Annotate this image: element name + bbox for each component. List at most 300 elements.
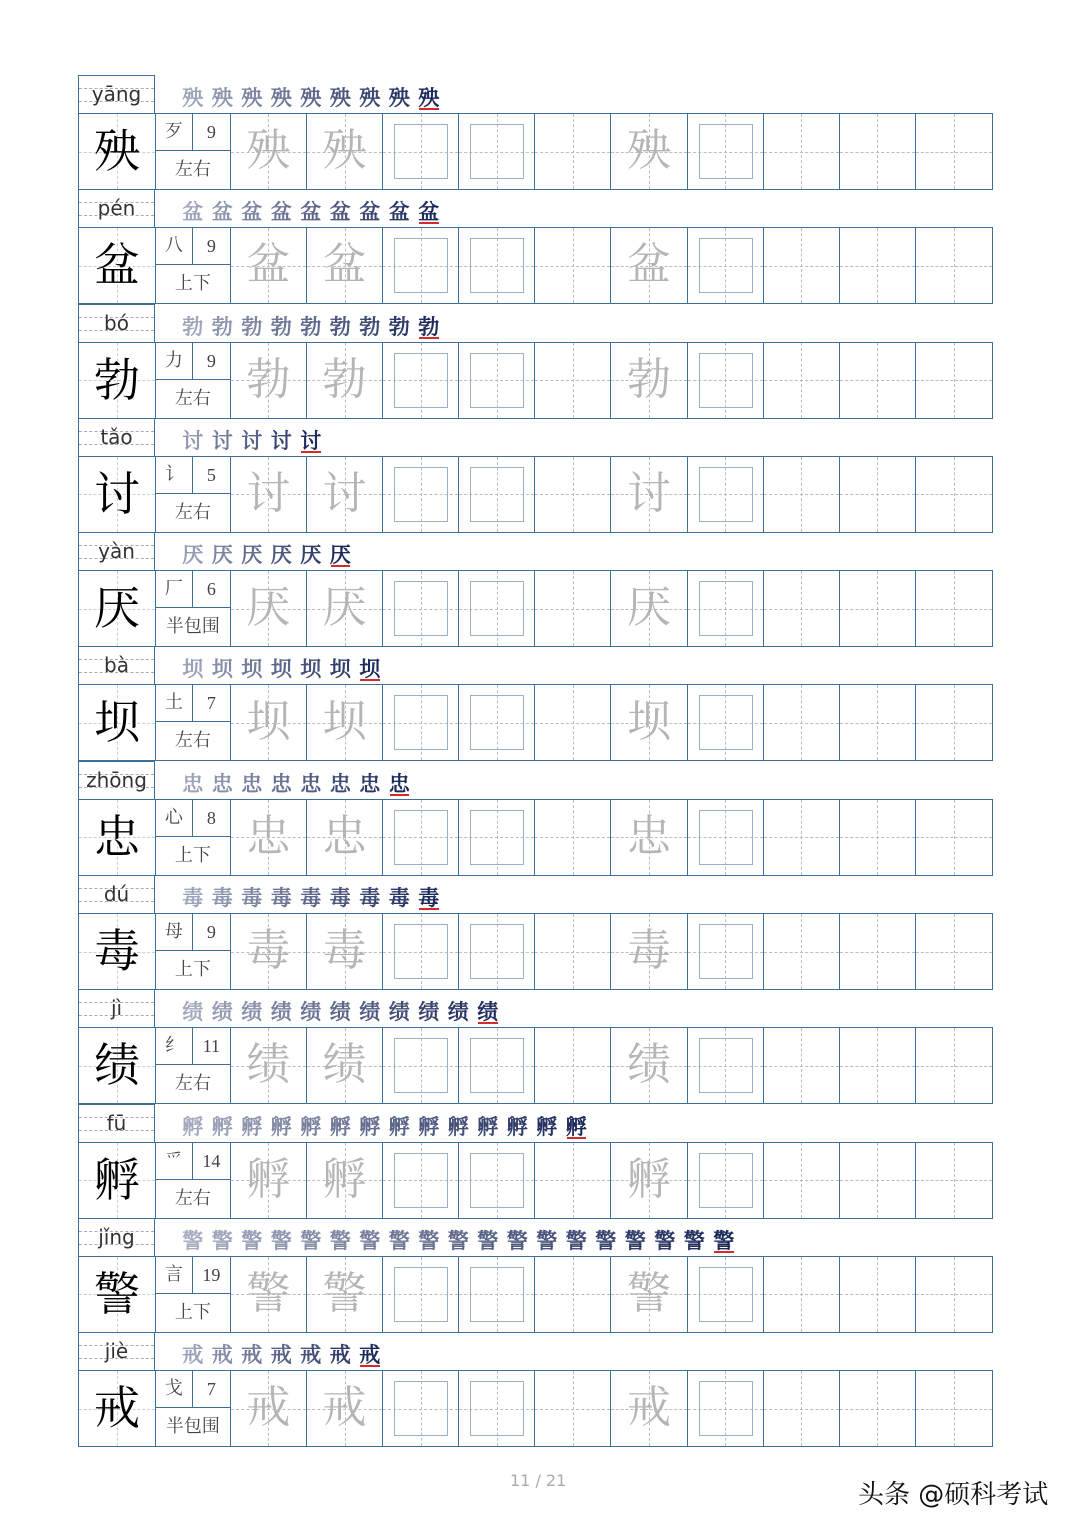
writing-cell[interactable] bbox=[916, 1257, 992, 1332]
stroke-count: 7 bbox=[193, 1371, 230, 1408]
writing-cell[interactable] bbox=[611, 1143, 687, 1218]
writing-cell[interactable] bbox=[307, 343, 383, 418]
pinyin-box bbox=[78, 75, 155, 113]
stroke-step: 孵 bbox=[506, 1113, 528, 1139]
writing-cell[interactable] bbox=[916, 114, 992, 189]
character-info bbox=[156, 1371, 231, 1446]
character-entry bbox=[78, 646, 993, 760]
stroke-step: 殃 bbox=[359, 85, 381, 110]
stroke-count: 11 bbox=[193, 1028, 230, 1065]
trace-character: 厌 bbox=[322, 582, 367, 634]
stroke-step: 殃 bbox=[182, 85, 204, 110]
stroke-step: 孵 bbox=[359, 1113, 381, 1139]
writing-cell[interactable] bbox=[916, 685, 992, 760]
stroke-order bbox=[178, 997, 503, 1027]
writing-cell[interactable] bbox=[383, 114, 459, 189]
stroke-step: 绩 bbox=[447, 999, 469, 1025]
character-info bbox=[156, 457, 231, 532]
writing-cell[interactable] bbox=[688, 800, 764, 875]
stroke-step: 警 bbox=[595, 1227, 617, 1253]
stroke-step: 警 bbox=[211, 1227, 233, 1253]
trace-character: 坝 bbox=[246, 696, 291, 748]
writing-cell[interactable] bbox=[916, 1143, 992, 1218]
writing-cell[interactable] bbox=[231, 114, 307, 189]
writing-cell[interactable] bbox=[307, 457, 383, 532]
stroke-order bbox=[178, 312, 444, 342]
practice-row bbox=[78, 227, 993, 304]
character-info bbox=[156, 571, 231, 646]
writing-cell[interactable] bbox=[459, 228, 535, 303]
inner-box bbox=[394, 1381, 448, 1436]
writing-cell[interactable] bbox=[764, 343, 840, 418]
stroke-step: 坝 bbox=[270, 656, 292, 682]
stroke-step: 忠 bbox=[241, 770, 263, 796]
stroke-step: 殃 bbox=[300, 85, 322, 110]
writing-cell[interactable] bbox=[383, 1143, 459, 1218]
writing-cell[interactable] bbox=[307, 114, 383, 189]
trace-character: 孵 bbox=[322, 1153, 367, 1205]
trace-character: 警 bbox=[626, 1267, 671, 1319]
writing-cell[interactable] bbox=[307, 800, 383, 875]
writing-cell[interactable] bbox=[459, 114, 535, 189]
writing-cell[interactable] bbox=[231, 1143, 307, 1218]
stroke-step: 忠 bbox=[270, 770, 292, 796]
writing-cell[interactable] bbox=[916, 457, 992, 532]
stroke-step: 讨 bbox=[241, 427, 263, 453]
inner-box bbox=[699, 1038, 753, 1093]
stroke-step: 警 bbox=[329, 1227, 351, 1253]
writing-cell[interactable] bbox=[764, 571, 840, 646]
writing-cell[interactable] bbox=[611, 685, 687, 760]
pinyin: yāng bbox=[91, 82, 142, 106]
stroke-step: 戒 bbox=[211, 1342, 233, 1368]
writing-cell[interactable] bbox=[535, 914, 611, 989]
model-character-text: 厌 bbox=[93, 581, 140, 636]
writing-cell[interactable] bbox=[840, 1143, 916, 1218]
writing-cell[interactable] bbox=[535, 1143, 611, 1218]
trace-character: 勃 bbox=[322, 353, 367, 405]
pinyin-box bbox=[78, 1332, 155, 1370]
stroke-step: 警 bbox=[359, 1227, 381, 1253]
practice-row bbox=[78, 1027, 993, 1104]
stroke-step: 勃 bbox=[211, 313, 233, 339]
stroke-step: 戒 bbox=[355, 1340, 385, 1370]
writing-cell[interactable] bbox=[611, 228, 687, 303]
trace-character: 讨 bbox=[626, 467, 671, 519]
stroke-step: 厌 bbox=[326, 540, 356, 570]
practice-row bbox=[78, 570, 993, 647]
pinyin: jiè bbox=[104, 1339, 129, 1364]
writing-cell[interactable] bbox=[840, 114, 916, 189]
structure: 左右 bbox=[174, 1187, 211, 1209]
stroke-step: 戒 bbox=[329, 1342, 351, 1368]
stroke-step: 坝 bbox=[329, 656, 351, 682]
writing-cell[interactable] bbox=[459, 1143, 535, 1218]
writing-cell[interactable] bbox=[231, 457, 307, 532]
writing-cell[interactable] bbox=[383, 1371, 459, 1446]
writing-cell[interactable] bbox=[535, 457, 611, 532]
trace-character: 绩 bbox=[626, 1039, 671, 1091]
model-character bbox=[79, 685, 156, 760]
stroke-count: 7 bbox=[193, 685, 230, 722]
writing-cell[interactable] bbox=[459, 1371, 535, 1446]
model-character bbox=[79, 571, 156, 646]
stroke-step: 孵 bbox=[418, 1113, 440, 1139]
writing-cell[interactable] bbox=[840, 457, 916, 532]
stroke-step: 盆 bbox=[388, 199, 410, 225]
character-entry bbox=[78, 75, 993, 189]
writing-cell[interactable] bbox=[383, 685, 459, 760]
stroke-step: 忠 bbox=[182, 770, 204, 796]
stroke-step: 毒 bbox=[300, 885, 322, 911]
writing-cell[interactable] bbox=[459, 457, 535, 532]
writing-cell[interactable] bbox=[688, 114, 764, 189]
inner-box bbox=[394, 1267, 448, 1322]
stroke-count: 9 bbox=[193, 914, 230, 951]
stroke-step: 戒 bbox=[182, 1342, 204, 1368]
stroke-order bbox=[178, 1226, 739, 1256]
practice-row bbox=[78, 1370, 993, 1447]
stroke-step: 警 bbox=[654, 1227, 676, 1253]
writing-cell[interactable] bbox=[231, 571, 307, 646]
stroke-step: 孵 bbox=[182, 1113, 204, 1139]
stroke-step: 毒 bbox=[414, 883, 444, 913]
writing-cell[interactable] bbox=[307, 1257, 383, 1332]
writing-cell[interactable] bbox=[535, 1371, 611, 1446]
writing-cell[interactable] bbox=[459, 1257, 535, 1332]
stroke-step: 忠 bbox=[385, 769, 415, 799]
writing-cell[interactable] bbox=[688, 457, 764, 532]
writing-cell[interactable] bbox=[307, 685, 383, 760]
inner-box bbox=[470, 238, 524, 293]
structure: 左右 bbox=[174, 1073, 211, 1095]
trace-character: 戒 bbox=[322, 1382, 367, 1434]
writing-cell[interactable] bbox=[764, 1143, 840, 1218]
writing-cell[interactable] bbox=[231, 228, 307, 303]
writing-cell[interactable] bbox=[840, 685, 916, 760]
trace-character: 坝 bbox=[626, 696, 671, 748]
stroke-order bbox=[178, 197, 444, 227]
writing-cell[interactable] bbox=[611, 114, 687, 189]
writing-cell[interactable] bbox=[307, 228, 383, 303]
trace-character: 忠 bbox=[626, 810, 671, 862]
writing-cell[interactable] bbox=[383, 228, 459, 303]
pinyin: bó bbox=[104, 310, 129, 335]
writing-cell[interactable] bbox=[231, 1371, 307, 1446]
stroke-count: 9 bbox=[193, 228, 230, 265]
writing-cell[interactable] bbox=[535, 1257, 611, 1332]
writing-cell[interactable] bbox=[383, 457, 459, 532]
trace-character: 厌 bbox=[626, 582, 671, 634]
practice-row bbox=[78, 799, 993, 876]
writing-cell[interactable] bbox=[840, 571, 916, 646]
writing-cell[interactable] bbox=[688, 228, 764, 303]
writing-cell[interactable] bbox=[459, 800, 535, 875]
inner-box bbox=[394, 581, 448, 636]
model-character bbox=[79, 800, 156, 875]
writing-cell[interactable] bbox=[231, 914, 307, 989]
writing-cell[interactable] bbox=[611, 457, 687, 532]
writing-cell[interactable] bbox=[840, 1028, 916, 1103]
writing-cell[interactable] bbox=[459, 343, 535, 418]
stroke-step: 忠 bbox=[300, 770, 322, 796]
writing-cell[interactable] bbox=[688, 685, 764, 760]
writing-cell[interactable] bbox=[383, 343, 459, 418]
inner-box bbox=[394, 238, 448, 293]
structure: 左右 bbox=[174, 387, 211, 409]
stroke-count: 6 bbox=[193, 571, 230, 608]
stroke-step: 绩 bbox=[270, 999, 292, 1025]
stroke-step: 警 bbox=[300, 1227, 322, 1253]
writing-cell[interactable] bbox=[764, 457, 840, 532]
radical: 八 bbox=[156, 228, 193, 265]
writing-cell[interactable] bbox=[840, 1371, 916, 1446]
stroke-step: 殃 bbox=[270, 85, 292, 110]
inner-box bbox=[470, 1267, 524, 1322]
writing-cell[interactable] bbox=[383, 800, 459, 875]
stroke-step: 坝 bbox=[241, 656, 263, 682]
writing-cell[interactable] bbox=[459, 1028, 535, 1103]
writing-cell[interactable] bbox=[764, 114, 840, 189]
writing-cell[interactable] bbox=[459, 571, 535, 646]
pinyin-box bbox=[78, 761, 155, 799]
stroke-step: 绩 bbox=[329, 999, 351, 1025]
stroke-step: 戒 bbox=[241, 1342, 263, 1368]
trace-character: 讨 bbox=[322, 467, 367, 519]
writing-cell[interactable] bbox=[916, 1028, 992, 1103]
writing-cell[interactable] bbox=[916, 914, 992, 989]
writing-cell[interactable] bbox=[764, 228, 840, 303]
stroke-step: 绩 bbox=[388, 999, 410, 1025]
writing-cell[interactable] bbox=[916, 228, 992, 303]
writing-cell[interactable] bbox=[611, 1257, 687, 1332]
inner-box bbox=[470, 353, 524, 408]
writing-cell[interactable] bbox=[611, 914, 687, 989]
stroke-step: 盆 bbox=[182, 199, 204, 225]
writing-cell[interactable] bbox=[764, 1257, 840, 1332]
stroke-count: 9 bbox=[193, 343, 230, 380]
writing-cell[interactable] bbox=[307, 1143, 383, 1218]
model-character-text: 毒 bbox=[93, 924, 140, 979]
writing-cell[interactable] bbox=[231, 685, 307, 760]
writing-cell[interactable] bbox=[688, 571, 764, 646]
character-info bbox=[156, 1143, 231, 1218]
watermark: 头条 @硕科考试 bbox=[858, 1480, 1049, 1510]
structure: 上下 bbox=[174, 959, 211, 981]
character-info bbox=[156, 1257, 231, 1332]
stroke-step: 绩 bbox=[473, 997, 503, 1027]
character-info bbox=[156, 114, 231, 189]
inner-box bbox=[699, 581, 753, 636]
stroke-step: 孵 bbox=[270, 1113, 292, 1139]
character-entry bbox=[78, 1218, 993, 1332]
radical: 戈 bbox=[156, 1371, 193, 1408]
trace-character: 孵 bbox=[626, 1153, 671, 1205]
pinyin-box bbox=[78, 1218, 155, 1256]
writing-cell[interactable] bbox=[611, 800, 687, 875]
stroke-step: 毒 bbox=[388, 885, 410, 911]
writing-cell[interactable] bbox=[764, 1028, 840, 1103]
structure: 左右 bbox=[174, 159, 211, 180]
writing-cell[interactable] bbox=[535, 685, 611, 760]
writing-cell[interactable] bbox=[916, 1371, 992, 1446]
writing-cell[interactable] bbox=[459, 914, 535, 989]
trace-character: 殃 bbox=[322, 125, 367, 176]
stroke-step: 殃 bbox=[414, 83, 444, 113]
writing-cell[interactable] bbox=[535, 800, 611, 875]
character-entry bbox=[78, 304, 993, 418]
stroke-step: 警 bbox=[536, 1227, 558, 1253]
writing-cell[interactable] bbox=[611, 343, 687, 418]
writing-cell[interactable] bbox=[535, 114, 611, 189]
structure: 半包围 bbox=[165, 1416, 220, 1438]
stroke-step: 勃 bbox=[414, 312, 444, 342]
stroke-step: 绩 bbox=[359, 999, 381, 1025]
writing-cell[interactable] bbox=[459, 685, 535, 760]
stroke-step: 绩 bbox=[300, 999, 322, 1025]
inner-box bbox=[699, 924, 753, 979]
model-character-text: 殃 bbox=[93, 124, 140, 178]
writing-cell[interactable] bbox=[307, 571, 383, 646]
inner-box bbox=[394, 124, 448, 179]
writing-cell[interactable] bbox=[231, 1257, 307, 1332]
writing-cell[interactable] bbox=[611, 1371, 687, 1446]
pinyin: fū bbox=[106, 1110, 127, 1135]
writing-cell[interactable] bbox=[231, 800, 307, 875]
inner-box bbox=[394, 924, 448, 979]
character-info bbox=[156, 685, 231, 760]
radical: 厂 bbox=[156, 571, 193, 608]
stroke-step: 戒 bbox=[300, 1342, 322, 1368]
stroke-step: 盆 bbox=[211, 199, 233, 225]
writing-cell[interactable] bbox=[383, 571, 459, 646]
writing-cell[interactable] bbox=[535, 228, 611, 303]
stroke-step: 盆 bbox=[414, 197, 444, 227]
writing-cell[interactable] bbox=[231, 343, 307, 418]
radical: 心 bbox=[156, 800, 193, 837]
writing-cell[interactable] bbox=[764, 800, 840, 875]
writing-cell[interactable] bbox=[535, 343, 611, 418]
stroke-order bbox=[178, 883, 444, 913]
writing-cell[interactable] bbox=[611, 571, 687, 646]
stroke-step: 毒 bbox=[241, 885, 263, 911]
writing-cell[interactable] bbox=[840, 914, 916, 989]
model-character bbox=[79, 1143, 156, 1218]
writing-cell[interactable] bbox=[840, 228, 916, 303]
stroke-step: 绩 bbox=[211, 999, 233, 1025]
model-character-text: 绩 bbox=[93, 1038, 140, 1093]
writing-cell[interactable] bbox=[307, 1371, 383, 1446]
trace-character: 绩 bbox=[322, 1039, 367, 1091]
writing-cell[interactable] bbox=[916, 800, 992, 875]
writing-cell[interactable] bbox=[916, 343, 992, 418]
character-info bbox=[156, 914, 231, 989]
trace-character: 勃 bbox=[626, 353, 671, 405]
writing-cell[interactable] bbox=[383, 914, 459, 989]
writing-cell[interactable] bbox=[840, 1257, 916, 1332]
character-entry bbox=[78, 761, 993, 875]
writing-cell[interactable] bbox=[688, 1257, 764, 1332]
writing-cell[interactable] bbox=[688, 1143, 764, 1218]
writing-cell[interactable] bbox=[383, 1257, 459, 1332]
stroke-step: 绩 bbox=[241, 999, 263, 1025]
stroke-step: 忠 bbox=[211, 770, 233, 796]
inner-box bbox=[394, 1038, 448, 1093]
writing-cell[interactable] bbox=[231, 1028, 307, 1103]
writing-cell[interactable] bbox=[764, 914, 840, 989]
stroke-step: 讨 bbox=[296, 426, 326, 456]
stroke-step: 戒 bbox=[270, 1342, 292, 1368]
model-character-text: 盆 bbox=[93, 238, 140, 293]
inner-box bbox=[699, 1153, 753, 1208]
pinyin: zhōng bbox=[86, 767, 147, 792]
writing-cell[interactable] bbox=[764, 685, 840, 760]
writing-cell[interactable] bbox=[688, 343, 764, 418]
inner-box bbox=[470, 695, 524, 750]
stroke-step: 警 bbox=[388, 1227, 410, 1253]
stroke-order bbox=[178, 540, 355, 570]
writing-cell[interactable] bbox=[307, 1028, 383, 1103]
writing-cell[interactable] bbox=[840, 800, 916, 875]
stroke-step: 警 bbox=[418, 1227, 440, 1253]
radical: 母 bbox=[156, 914, 193, 951]
stroke-step: 盆 bbox=[329, 199, 351, 225]
stroke-step: 讨 bbox=[270, 427, 292, 453]
writing-cell[interactable] bbox=[383, 1028, 459, 1103]
stroke-step: 殃 bbox=[388, 85, 410, 110]
pinyin: jǐng bbox=[98, 1224, 135, 1249]
trace-character: 孵 bbox=[246, 1153, 291, 1205]
inner-box bbox=[394, 1153, 448, 1208]
practice-row bbox=[78, 342, 993, 419]
writing-cell[interactable] bbox=[688, 1371, 764, 1446]
character-entry bbox=[78, 1104, 993, 1218]
trace-character: 毒 bbox=[322, 925, 367, 977]
trace-character: 坝 bbox=[322, 696, 367, 748]
radical: 讠 bbox=[156, 457, 193, 494]
inner-box bbox=[470, 581, 524, 636]
writing-cell[interactable] bbox=[840, 343, 916, 418]
pinyin: yàn bbox=[98, 539, 135, 564]
trace-character: 厌 bbox=[246, 582, 291, 634]
writing-cell[interactable] bbox=[688, 914, 764, 989]
writing-cell[interactable] bbox=[764, 1371, 840, 1446]
practice-sheet bbox=[78, 75, 993, 1447]
stroke-step: 厌 bbox=[211, 542, 233, 568]
pinyin-box bbox=[78, 189, 155, 227]
writing-cell[interactable] bbox=[307, 914, 383, 989]
inner-box bbox=[394, 810, 448, 865]
writing-cell[interactable] bbox=[916, 571, 992, 646]
writing-cell[interactable] bbox=[611, 1028, 687, 1103]
stroke-count: 19 bbox=[193, 1257, 230, 1294]
writing-cell[interactable] bbox=[535, 571, 611, 646]
model-character-text: 戒 bbox=[93, 1381, 140, 1436]
writing-cell[interactable] bbox=[688, 1028, 764, 1103]
inner-box bbox=[394, 695, 448, 750]
pinyin-box bbox=[78, 1104, 155, 1142]
radical: 力 bbox=[156, 343, 193, 380]
stroke-step: 勃 bbox=[241, 313, 263, 339]
structure: 左右 bbox=[174, 730, 211, 752]
stroke-step: 警 bbox=[565, 1227, 587, 1253]
stroke-step: 警 bbox=[447, 1227, 469, 1253]
practice-row bbox=[78, 1256, 993, 1333]
writing-cell[interactable] bbox=[535, 1028, 611, 1103]
stroke-order bbox=[178, 769, 414, 799]
trace-character: 毒 bbox=[626, 925, 671, 977]
stroke-order bbox=[178, 1340, 385, 1370]
